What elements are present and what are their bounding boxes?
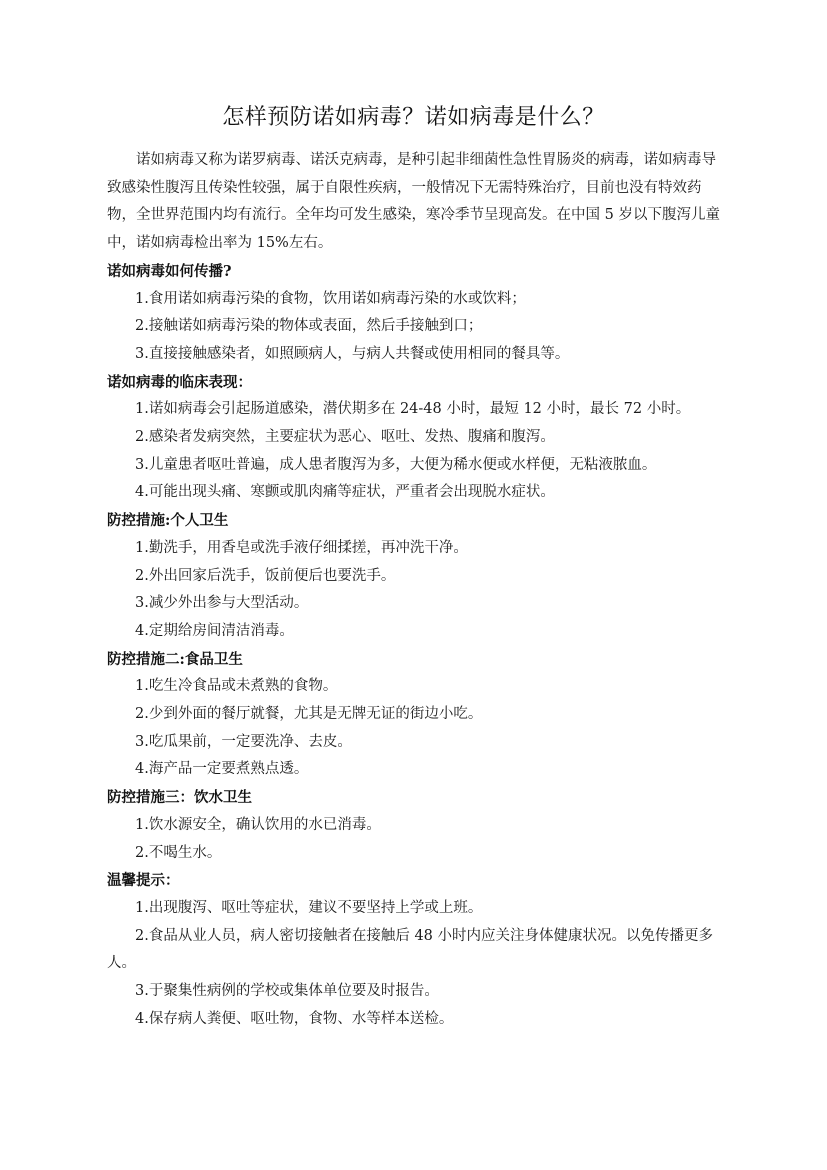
list-item: 2.外出回家后洗手，饭前便后也要洗手。 [135, 567, 396, 584]
section-heading-personal-hygiene: 防控措施:个人卫生 [107, 512, 229, 530]
list-item: 2.食品从业人员，病人密切接触者在接触后 48 小时内应关注身体健康状况。以免传播更多人。 [107, 927, 713, 972]
list-item: 4.可能出现头痛、寒颤或肌肉痛等症状，严重者会出现脱水症状。 [135, 484, 555, 501]
list-item: 4.保存病人粪便、呕吐物，食物、水等样本送检。 [135, 1010, 454, 1027]
list-item: 2.少到外面的餐厅就餐，尤其是无牌无证的街边小吃。 [135, 706, 483, 723]
list-item: 2.感染者发病突然，主要症状为恶心、呕吐、发热、腹痛和腹泻。 [135, 429, 555, 446]
document-title: 怎样预防诺如病毒？诺如病毒是什么？ [222, 105, 605, 130]
list-item: 2.接触诺如病毒污染的物体或表面，然后手接触到口； [135, 318, 483, 335]
list-item: 3.于聚集性病例的学校或集体单位要及时报告。 [135, 983, 439, 1000]
list-item: 3.直接接触感染者，如照顾病人，与病人共餐或使用相同的餐具等。 [135, 345, 570, 362]
section-heading-food-hygiene: 防控措施二:食品卫生 [107, 650, 243, 668]
list-item: 1.诺如病毒会引起肠道感染，潜伏期多在 24-48 小时，最短 12 小时，最长 72 小时。 [135, 401, 691, 418]
section-heading-transmission: 诺如病毒如何传播? [107, 262, 232, 280]
list-item: 3.吃瓜果前，一定要洗净、去皮。 [135, 733, 352, 750]
list-item: 1.食用诺如病毒污染的食物，饮用诺如病毒污染的水或饮料； [135, 290, 526, 307]
section-heading-water-hygiene: 防控措施三：饮水卫生 [107, 789, 252, 807]
list-item: 4.海产品一定要煮熟点透。 [135, 761, 309, 778]
list-item: 1.吃生冷食品或未煮熟的食物。 [135, 678, 338, 695]
list-item: 1.出现腹泻、呕吐等症状，建议不要坚持上学或上班。 [135, 899, 483, 916]
list-item: 4.定期给房间清洁消毒。 [135, 622, 294, 639]
list-item: 2.不喝生水。 [135, 844, 222, 861]
section-heading-symptoms: 诺如病毒的临床表现： [107, 373, 252, 391]
document-body [107, 147, 727, 1034]
intro-paragraph: 诺如病毒又称为诺罗病毒、诺沃克病毒，是种引起非细菌性急性胃肠炎的病毒，诺如病毒导致感染性腹泻且传染性较强，属于自限性疾病，一般情况下无需特殊治疗，目前也没有特效药物，全世界范围内均有流行。全年均可发生感染，寒冷季节呈现高发。在中国 5 岁以下腹泻儿童中，诺如病毒检出率为 15%左右。 [107, 152, 720, 252]
list-item: 3.减少外出参与大型活动。 [135, 595, 309, 612]
list-item: 1.饮水源安全，确认饮用的水已消毒。 [135, 816, 381, 833]
section-heading-tips: 温馨提示： [107, 872, 180, 890]
list-item: 1.勤洗手，用香皂或洗手液仔细揉搓，再冲洗干净。 [135, 539, 468, 556]
list-item: 3.儿童患者呕吐普遍，成人患者腹泻为多，大便为稀水便或水样便，无粘液脓血。 [135, 456, 657, 473]
